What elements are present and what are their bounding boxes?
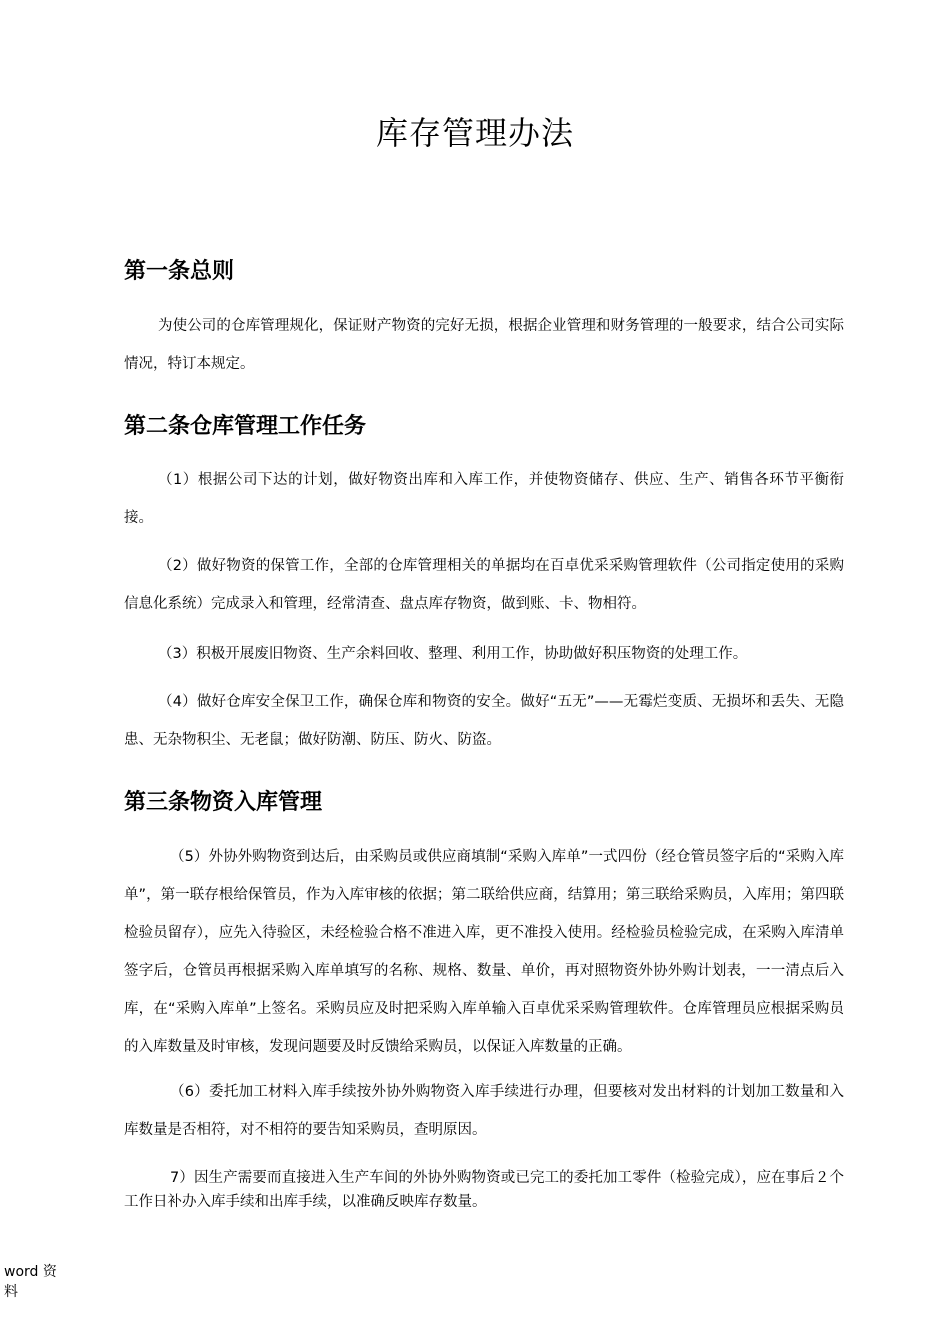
paragraph-task-2: （2）做好物资的保管工作，全部的仓库管理相关的单据均在百卓优采采购管理软件（公司指定使用的采购信息化系统）完成录入和管理，经常清查、盘点库存物资，做到账、卡、物相符。: [124, 558, 844, 612]
document-title: 库存管理办法: [375, 114, 574, 152]
paragraph-inbound-6: （6）委托加工材料入库手续按外协外购物资入库手续进行办理，但要核对发出材料的计划加工数量和入库数量是否相符，对不相符的要告知采购员，查明原因。: [124, 1084, 844, 1138]
paragraph-task-1: （1）根据公司下达的计划，做好物资出库和入库工作，并使物资储存、供应、生产、销售各环节平衡衔接。: [124, 472, 844, 526]
paragraph-inbound-7: 7）因生产需要而直接进入生产车间的外协外购物资或已完工的委托加工零件（检验完成），应在事后２个工作日补办入库手续和出库手续，以准确反映库存数量。: [124, 1170, 844, 1210]
section-heading-general: 第一条总则: [124, 259, 235, 284]
paragraph-inbound-5: （5）外协外购物资到达后，由采购员或供应商填制“采购入库单”一式四份（经仓管员签字后的“采购入库单”，第一联存根给保管员，作为入库审核的依据；第二联给供应商，结算用；第三联给采购员，入库用；第四联检验员留存），应先入待验区，未经检验合格不准进入库，更不准投入使用。经检验员检验完成，在采购入库清单签字后，仓管员再根据采购入库单填写的名称、规格、数量、单价，再对照物资外协外购计划表，一一清点后入库，在“采购入库单”上签名。采购员应及时把采购入库单输入百卓优采采购管理软件。仓库管理员应根据采购员的入库数量及时审核，发现问题要及时反馈给采购员，以保证入库数量的正确。: [124, 849, 844, 1055]
section-heading-inbound: 第三条物资入库管理: [124, 790, 323, 815]
section-heading-warehouse-tasks: 第二条仓库管理工作任务: [124, 414, 367, 439]
paragraph-task-3: （3）积极开展废旧物资、生产余料回收、整理、利用工作，协助做好积压物资的处理工作。: [158, 646, 748, 662]
paragraph-general: 为使公司的仓库管理规化，保证财产物资的完好无损，根据企业管理和财务管理的一般要求，结合公司实际情况，特订本规定。: [124, 318, 844, 372]
paragraph-task-4: （4）做好仓库安全保卫工作，确保仓库和物资的安全。做好“五无”——无霉烂变质、无损坏和丢失、无隐患、无杂物积尘、无老鼠；做好防潮、防压、防火、防盗。: [124, 694, 844, 748]
footer-watermark: word 资料: [4, 1264, 57, 1300]
